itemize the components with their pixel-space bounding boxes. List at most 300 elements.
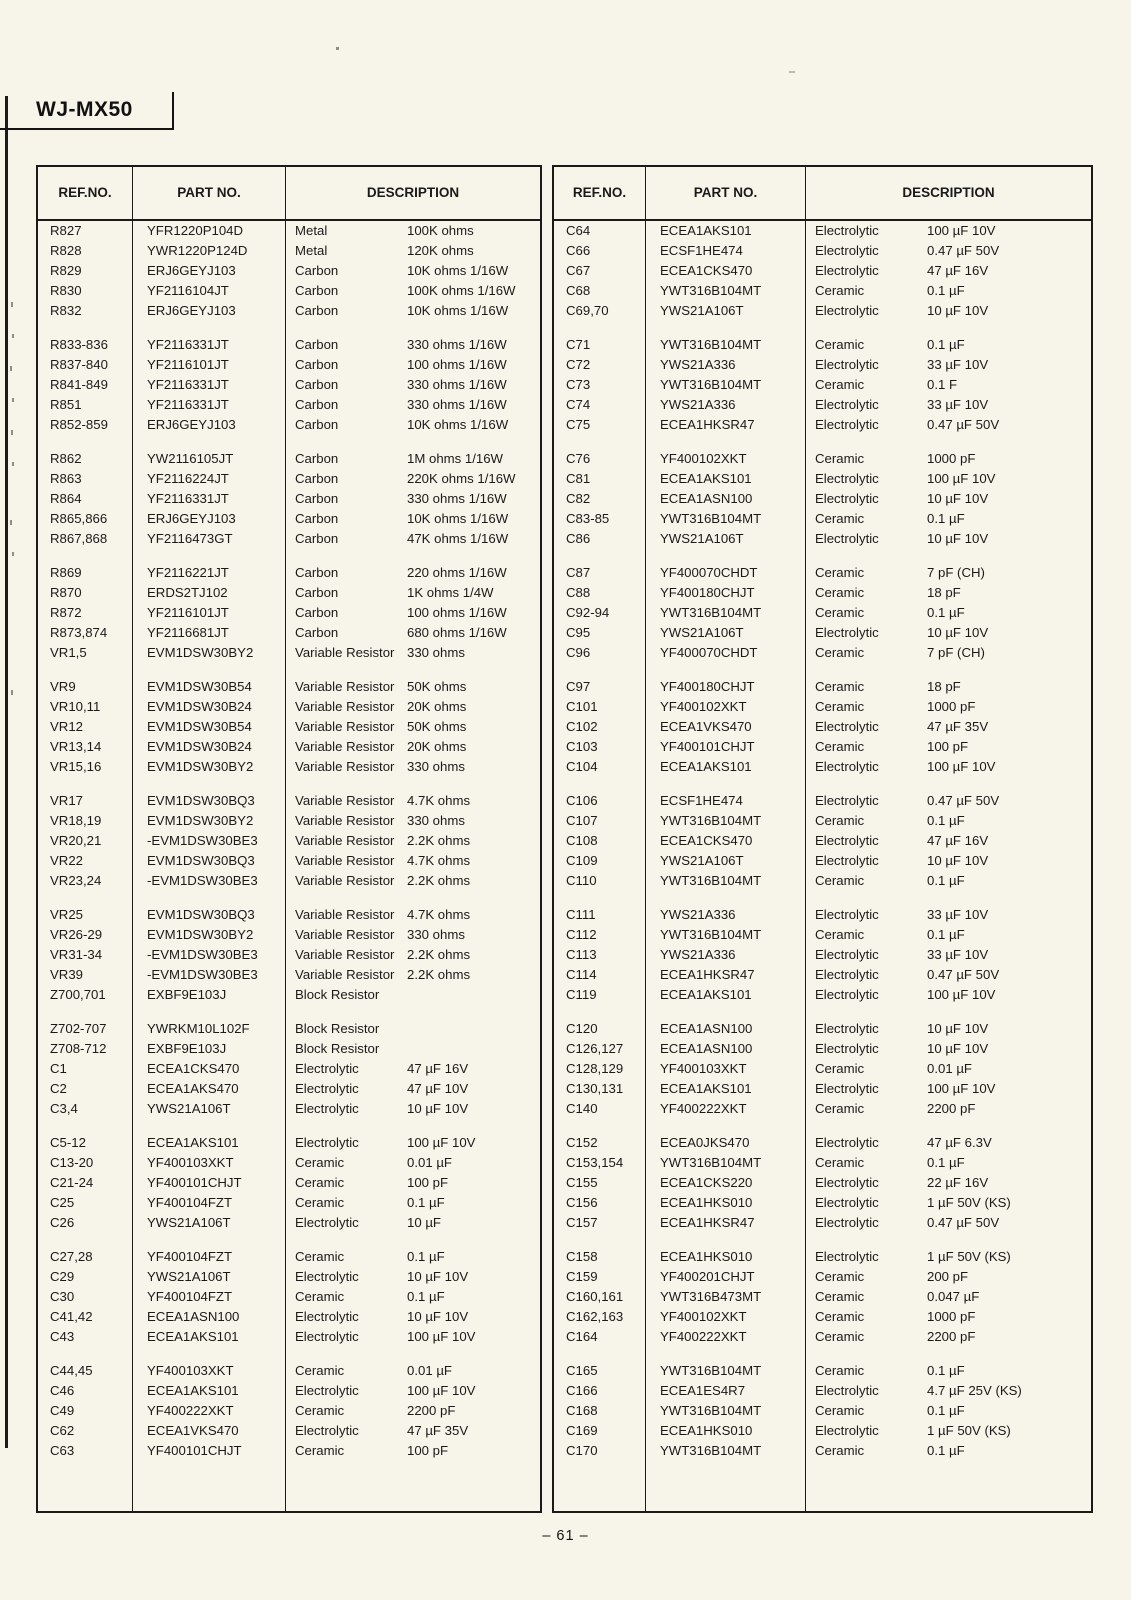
part-no: ECEA1AKS101 xyxy=(646,757,806,777)
component-type: Ceramic xyxy=(815,699,865,714)
component-value: 4.7K ohms xyxy=(407,793,471,808)
component-type: Carbon xyxy=(295,531,339,546)
component-value: 47 µF 6.3V xyxy=(927,1135,992,1150)
component-value: 2.2K ohms xyxy=(407,833,471,848)
component-value: 10K ohms 1/16W xyxy=(407,511,509,526)
table-row xyxy=(38,1019,540,1039)
scan-speck xyxy=(12,398,14,402)
table-row xyxy=(554,677,1091,697)
filler-cell xyxy=(646,1461,806,1511)
component-type: Ceramic xyxy=(815,377,865,392)
component-value: 330 ohms 1/16W xyxy=(407,491,507,506)
model-title: WJ-MX50 xyxy=(36,98,133,121)
component-value: 1K ohms 1/4W xyxy=(407,585,494,600)
ref-no: C88 xyxy=(554,583,646,603)
part-no: ECEA1CKS470 xyxy=(646,261,806,281)
component-type: Carbon xyxy=(295,565,339,580)
component-type: Ceramic xyxy=(815,1309,865,1324)
description xyxy=(806,1153,1091,1173)
ref-no: R862 xyxy=(38,449,133,469)
ref-no: C69,70 xyxy=(554,301,646,321)
part-no: YF400103XKT xyxy=(133,1361,286,1381)
component-type: Electrolytic xyxy=(295,1101,359,1116)
component-value: 330 ohms xyxy=(407,927,465,942)
table-row xyxy=(38,697,540,717)
table-row xyxy=(554,717,1091,737)
component-type: Electrolytic xyxy=(815,263,879,278)
component-value: 47 µF 16V xyxy=(927,833,989,848)
ref-no: C119 xyxy=(554,985,646,1005)
scan-speck xyxy=(11,690,13,695)
ref-no: C120 xyxy=(554,1019,646,1039)
ref-no: C5-12 xyxy=(38,1133,133,1153)
part-no: ECEA1ASN100 xyxy=(646,1019,806,1039)
component-value: 2.2K ohms xyxy=(407,967,471,982)
component-value: 330 ohms 1/16W xyxy=(407,337,507,352)
spacer-cell xyxy=(133,1347,286,1361)
ref-no: C30 xyxy=(38,1287,133,1307)
ref-no: C114 xyxy=(554,965,646,985)
ref-no: VR18,19 xyxy=(38,811,133,831)
component-value: 10 µF 10V xyxy=(927,303,989,318)
table-row xyxy=(38,489,540,509)
component-type: Variable Resistor xyxy=(295,719,395,734)
parts-table-left xyxy=(36,165,542,1513)
part-no: YF400070CHDT xyxy=(646,563,806,583)
table-row xyxy=(38,1153,540,1173)
description xyxy=(806,831,1091,851)
component-value: 10 µF 10V xyxy=(407,1269,469,1284)
component-type: Variable Resistor xyxy=(295,679,395,694)
component-type: Variable Resistor xyxy=(295,739,395,754)
table-row xyxy=(38,1381,540,1401)
table-row xyxy=(554,1287,1091,1307)
component-type: Ceramic xyxy=(815,605,865,620)
part-no: -EVM1DSW30BE3 xyxy=(133,831,286,851)
component-type: Electrolytic xyxy=(815,1249,879,1264)
component-type: Electrolytic xyxy=(295,1061,359,1076)
table-row xyxy=(554,697,1091,717)
part-no: EVM1DSW30BQ3 xyxy=(133,851,286,871)
part-no: YF400222XKT xyxy=(646,1327,806,1347)
part-no: YF400101CHJT xyxy=(133,1173,286,1193)
spacer-cell xyxy=(554,321,646,335)
component-type: Electrolytic xyxy=(815,947,879,962)
part-no: YF2116473GT xyxy=(133,529,286,549)
table-row xyxy=(38,261,540,281)
component-value: 47 µF 16V xyxy=(927,263,989,278)
part-no: YF2116101JT xyxy=(133,355,286,375)
ref-no: C109 xyxy=(554,851,646,871)
group-spacer xyxy=(554,777,1091,791)
ref-no: C103 xyxy=(554,737,646,757)
part-no: YF400180CHJT xyxy=(646,583,806,603)
component-value: 18 pF xyxy=(927,679,961,694)
description xyxy=(286,529,540,549)
component-type: Carbon xyxy=(295,491,339,506)
table-row xyxy=(554,1307,1091,1327)
component-type: Electrolytic xyxy=(815,303,879,318)
component-type: Ceramic xyxy=(815,1329,865,1344)
ref-no: C41,42 xyxy=(38,1307,133,1327)
table-row xyxy=(554,945,1091,965)
component-value: 0.1 µF xyxy=(407,1249,445,1264)
ref-no: C152 xyxy=(554,1133,646,1153)
component-type: Ceramic xyxy=(295,1443,345,1458)
description xyxy=(286,811,540,831)
table-row xyxy=(554,1079,1091,1099)
table-row xyxy=(38,757,540,777)
description xyxy=(286,1441,540,1461)
group-spacer xyxy=(554,1233,1091,1247)
spacer-cell xyxy=(806,663,1091,677)
component-value: 4.7 µF 25V (KS) xyxy=(927,1383,1022,1398)
table-row xyxy=(38,871,540,891)
component-type: Ceramic xyxy=(815,1061,865,1076)
component-value: 22 µF 16V xyxy=(927,1175,989,1190)
component-value: 10K ohms 1/16W xyxy=(407,417,509,432)
part-no: YWS21A106T xyxy=(133,1213,286,1233)
ref-no: C76 xyxy=(554,449,646,469)
part-no: ECEA1ASN100 xyxy=(646,489,806,509)
ref-no: VR10,11 xyxy=(38,697,133,717)
ref-no: C168 xyxy=(554,1401,646,1421)
component-value: 50K ohms xyxy=(407,679,467,694)
table-row xyxy=(38,623,540,643)
table-row xyxy=(554,1099,1091,1119)
component-type: Block Resistor xyxy=(295,987,380,1002)
table-header-row xyxy=(38,167,540,221)
part-no: ECEA1VKS470 xyxy=(133,1421,286,1441)
description xyxy=(286,1193,540,1213)
component-value: 10 µF 10V xyxy=(927,1021,989,1036)
description xyxy=(286,1059,540,1079)
description xyxy=(286,1287,540,1307)
part-no: YWS21A336 xyxy=(646,355,806,375)
spacer-cell xyxy=(286,549,540,563)
component-value: 47K ohms 1/16W xyxy=(407,531,509,546)
description xyxy=(286,469,540,489)
table-row xyxy=(38,1361,540,1381)
ref-no: C81 xyxy=(554,469,646,489)
part-no: YWS21A106T xyxy=(646,301,806,321)
description xyxy=(806,1441,1091,1461)
component-type: Ceramic xyxy=(295,1175,345,1190)
part-no: YF400102XKT xyxy=(646,697,806,717)
ref-no: C170 xyxy=(554,1441,646,1461)
component-value: 10 µF 10V xyxy=(407,1101,469,1116)
component-type: Carbon xyxy=(295,625,339,640)
component-type: Variable Resistor xyxy=(295,813,395,828)
part-no: EVM1DSW30BQ3 xyxy=(133,905,286,925)
table-row xyxy=(554,831,1091,851)
table-row xyxy=(38,375,540,395)
part-no: YF400101CHJT xyxy=(133,1441,286,1461)
component-type: Ceramic xyxy=(815,645,865,660)
component-value: 10K ohms 1/16W xyxy=(407,263,509,278)
component-value: 330 ohms xyxy=(407,645,465,660)
table-row xyxy=(38,603,540,623)
component-value: 0.1 F xyxy=(927,377,958,392)
description xyxy=(286,791,540,811)
component-value: 10 µF 10V xyxy=(927,1041,989,1056)
table-row xyxy=(38,737,540,757)
component-type: Electrolytic xyxy=(815,471,879,486)
component-value: 47 µF 16V xyxy=(407,1061,469,1076)
group-spacer xyxy=(38,663,540,677)
part-no: ECEA1HKS010 xyxy=(646,1247,806,1267)
component-type: Variable Resistor xyxy=(295,907,395,922)
table-row xyxy=(554,375,1091,395)
part-no: ECEA1CKS470 xyxy=(646,831,806,851)
spacer-cell xyxy=(646,1119,806,1133)
component-type: Ceramic xyxy=(815,565,865,580)
ref-no: C110 xyxy=(554,871,646,891)
table-row xyxy=(38,1193,540,1213)
spacer-cell xyxy=(38,549,133,563)
component-type: Ceramic xyxy=(295,1403,345,1418)
description xyxy=(286,509,540,529)
description xyxy=(806,1039,1091,1059)
component-type: Carbon xyxy=(295,585,339,600)
spacer-cell xyxy=(554,549,646,563)
component-value: 680 ohms 1/16W xyxy=(407,625,507,640)
scan-speck xyxy=(789,71,795,73)
description xyxy=(286,449,540,469)
table-row xyxy=(554,583,1091,603)
ref-no: C68 xyxy=(554,281,646,301)
ref-no: R851 xyxy=(38,395,133,415)
spacer-cell xyxy=(646,549,806,563)
description xyxy=(286,335,540,355)
group-spacer xyxy=(554,1119,1091,1133)
table-row xyxy=(38,281,540,301)
ref-no: R833-836 xyxy=(38,335,133,355)
component-value: 20K ohms xyxy=(407,699,467,714)
ref-no: C97 xyxy=(554,677,646,697)
part-no: YF400102XKT xyxy=(646,1307,806,1327)
ref-no: VR20,21 xyxy=(38,831,133,851)
part-no: ECEA1AKS101 xyxy=(646,985,806,1005)
spacer-cell xyxy=(38,891,133,905)
table-row xyxy=(554,1327,1091,1347)
description xyxy=(806,1059,1091,1079)
ref-no: C169 xyxy=(554,1421,646,1441)
component-type: Electrolytic xyxy=(815,907,879,922)
part-no: ERJ6GEYJ103 xyxy=(133,301,286,321)
component-type: Variable Resistor xyxy=(295,853,395,868)
component-type: Electrolytic xyxy=(815,1423,879,1438)
component-value: 10 µF 10V xyxy=(927,531,989,546)
table-row xyxy=(554,811,1091,831)
table-row xyxy=(554,1133,1091,1153)
part-no: YWS21A106T xyxy=(646,851,806,871)
component-value: 0.47 µF 50V xyxy=(927,243,1000,258)
ref-no: Z700,701 xyxy=(38,985,133,1005)
description xyxy=(286,737,540,757)
model-label-box xyxy=(0,92,174,130)
table-row xyxy=(554,1153,1091,1173)
component-value: 330 ohms 1/16W xyxy=(407,397,507,412)
part-no: YWT316B473MT xyxy=(646,1287,806,1307)
table-row xyxy=(38,583,540,603)
group-spacer xyxy=(554,891,1091,905)
description xyxy=(806,335,1091,355)
part-no: ECEA1HKS010 xyxy=(646,1193,806,1213)
ref-no: C155 xyxy=(554,1173,646,1193)
table-row xyxy=(38,1247,540,1267)
part-no: YF400103XKT xyxy=(133,1153,286,1173)
component-value: 0.1 µF xyxy=(927,1363,965,1378)
table-row xyxy=(554,1247,1091,1267)
ref-no: C73 xyxy=(554,375,646,395)
component-type: Ceramic xyxy=(815,679,865,694)
component-type: Ceramic xyxy=(815,1101,865,1116)
description xyxy=(806,509,1091,529)
description xyxy=(286,1247,540,1267)
part-no: ECEA1AKS101 xyxy=(133,1133,286,1153)
part-no: ECEA1AKS101 xyxy=(133,1327,286,1347)
spacer-cell xyxy=(286,891,540,905)
part-no: ERJ6GEYJ103 xyxy=(133,261,286,281)
spacer-cell xyxy=(646,777,806,791)
ref-no: C128,129 xyxy=(554,1059,646,1079)
component-value: 0.01 µF xyxy=(407,1155,452,1170)
description xyxy=(806,791,1091,811)
part-no: YWS21A336 xyxy=(646,395,806,415)
table-filler xyxy=(38,1461,540,1511)
description xyxy=(286,643,540,663)
scan-speck xyxy=(12,334,14,338)
part-no: YWT316B104MT xyxy=(646,335,806,355)
group-spacer xyxy=(38,1005,540,1019)
spacer-cell xyxy=(806,891,1091,905)
description xyxy=(806,603,1091,623)
table-row xyxy=(554,1441,1091,1461)
table-filler xyxy=(554,1461,1091,1511)
part-no: ECEA1HKSR47 xyxy=(646,1213,806,1233)
ref-no: R827 xyxy=(38,221,133,241)
component-type: Variable Resistor xyxy=(295,947,395,962)
table-row xyxy=(554,791,1091,811)
group-spacer xyxy=(38,549,540,563)
ref-no: C2 xyxy=(38,1079,133,1099)
spacer-cell xyxy=(133,549,286,563)
component-type: Variable Resistor xyxy=(295,873,395,888)
description xyxy=(286,261,540,281)
filler-cell xyxy=(806,1461,1091,1511)
table-row xyxy=(38,1079,540,1099)
component-type: Ceramic xyxy=(815,511,865,526)
table-row xyxy=(554,1193,1091,1213)
component-value: 47 µF 35V xyxy=(407,1423,469,1438)
ref-no: R867,868 xyxy=(38,529,133,549)
scan-speck xyxy=(10,520,12,525)
part-no: YF2116101JT xyxy=(133,603,286,623)
spacer-cell xyxy=(806,1119,1091,1133)
component-value: 20K ohms xyxy=(407,739,467,754)
table-row xyxy=(38,851,540,871)
description xyxy=(806,395,1091,415)
ref-no: C13-20 xyxy=(38,1153,133,1173)
description xyxy=(286,221,540,241)
column-header: REF.NO. xyxy=(38,167,133,219)
description xyxy=(806,415,1091,435)
spacer-cell xyxy=(646,1233,806,1247)
description xyxy=(286,717,540,737)
component-value: 330 ohms xyxy=(407,759,465,774)
ref-no: C21-24 xyxy=(38,1173,133,1193)
table-row xyxy=(554,301,1091,321)
part-no: YWT316B104MT xyxy=(646,1361,806,1381)
filler-cell xyxy=(38,1461,133,1511)
tables-container xyxy=(36,165,1093,1513)
description xyxy=(806,1327,1091,1347)
table-header-row xyxy=(554,167,1091,221)
part-no: YF2116224JT xyxy=(133,469,286,489)
ref-no: C46 xyxy=(38,1381,133,1401)
spacer-cell xyxy=(646,1347,806,1361)
table-row xyxy=(554,281,1091,301)
description xyxy=(286,757,540,777)
ref-no: C29 xyxy=(38,1267,133,1287)
ref-no: C157 xyxy=(554,1213,646,1233)
table-row xyxy=(554,965,1091,985)
component-value: 33 µF 10V xyxy=(927,947,989,962)
ref-no: R870 xyxy=(38,583,133,603)
table-row xyxy=(38,1401,540,1421)
component-type: Electrolytic xyxy=(295,1269,359,1284)
table-row xyxy=(38,1307,540,1327)
table-row xyxy=(38,301,540,321)
component-type: Electrolytic xyxy=(815,531,879,546)
description xyxy=(806,697,1091,717)
part-no: EVM1DSW30BY2 xyxy=(133,925,286,945)
table-row xyxy=(554,335,1091,355)
description xyxy=(806,1099,1091,1119)
spacer-cell xyxy=(806,777,1091,791)
component-type: Electrolytic xyxy=(295,1423,359,1438)
ref-no: C83-85 xyxy=(554,509,646,529)
spacer-cell xyxy=(133,321,286,335)
ref-no: C107 xyxy=(554,811,646,831)
part-no: YF2116331JT xyxy=(133,395,286,415)
spacer-cell xyxy=(38,321,133,335)
description xyxy=(806,623,1091,643)
part-no: YWS21A106T xyxy=(646,623,806,643)
table-row xyxy=(38,529,540,549)
component-type: Variable Resistor xyxy=(295,793,395,808)
component-type: Carbon xyxy=(295,303,339,318)
component-value: 1M ohms 1/16W xyxy=(407,451,504,466)
description xyxy=(806,757,1091,777)
table-row xyxy=(554,1421,1091,1441)
table-row xyxy=(554,241,1091,261)
ref-no: C44,45 xyxy=(38,1361,133,1381)
description xyxy=(286,1401,540,1421)
ref-no: C62 xyxy=(38,1421,133,1441)
component-value: 100 ohms 1/16W xyxy=(407,605,507,620)
component-type: Ceramic xyxy=(815,337,865,352)
component-value: 330 ohms 1/16W xyxy=(407,377,507,392)
component-value: 100 pF xyxy=(407,1443,449,1458)
spacer-cell xyxy=(806,435,1091,449)
description xyxy=(806,811,1091,831)
table-row xyxy=(38,1441,540,1461)
ref-no: C95 xyxy=(554,623,646,643)
spacer-cell xyxy=(554,1233,646,1247)
scan-speck xyxy=(12,552,14,556)
